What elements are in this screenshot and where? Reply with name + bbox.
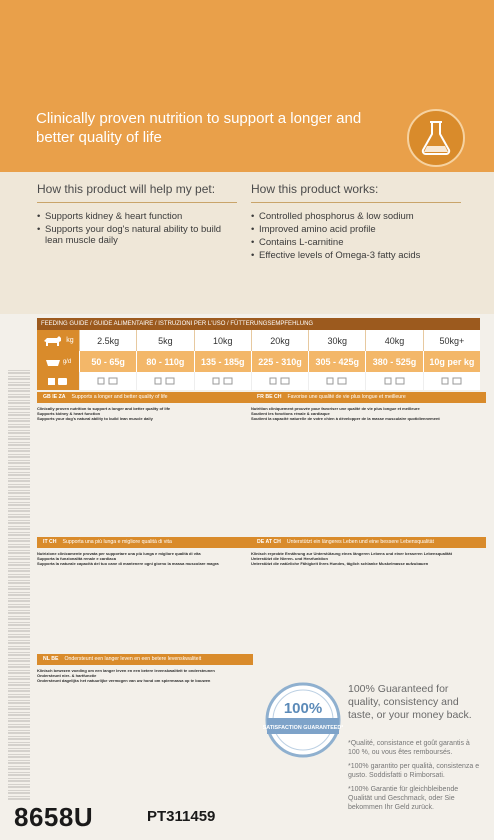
- how-item: • Effective levels of Omega-3 fatty acids: [251, 250, 461, 261]
- grams-cell: 135 - 185g: [194, 351, 251, 372]
- mixed-cell: [194, 372, 251, 390]
- section-header-fr: [251, 392, 486, 403]
- benefits-heading: How this product will help my pet:: [37, 182, 216, 196]
- how-it-works-list: [251, 211, 461, 261]
- section-bullet: Klinisch erprobte Ernährung zur Unterstützung eines längeren Lebens und einer besseren Lebensqualität: [251, 551, 452, 556]
- weight-cell: 10kg: [194, 330, 251, 351]
- section-text-de: [251, 551, 480, 661]
- section-header-de: [251, 537, 486, 548]
- how-item: • Improved amino acid profile: [251, 224, 461, 235]
- section-code: FR BE CH: [257, 394, 282, 400]
- section-code: NL BE: [43, 656, 59, 662]
- side-barcode: [8, 370, 30, 800]
- weight-unit: kg: [66, 337, 74, 344]
- benefits-panel: [0, 172, 494, 314]
- benefit-item: • Supports your dog's natural ability to build lean muscle daily: [37, 224, 237, 246]
- section-bullet: Ondersteunt dagelijks het natuurlijke vermogen van uw hond om spiermassa op te bouwen: [37, 678, 211, 683]
- benefits-list: [37, 211, 237, 246]
- section-title: Favorise une qualité de vie plus longue et meilleure: [287, 394, 406, 400]
- section-code: IT CH: [43, 539, 57, 545]
- satisfaction-seal-icon: [263, 680, 343, 760]
- section-bullet: Nutrizione clinicamente provata per supportare una più lunga e migliore qualità di vita: [37, 551, 201, 556]
- grams-cell: 10g per kg: [423, 351, 480, 372]
- section-header-it: [37, 537, 253, 548]
- section-bullet: Soutient la capacité naturelle de votre chien à développer de la masse musculaire quotidiennement: [251, 416, 440, 421]
- grams-cell: 225 - 310g: [251, 351, 308, 372]
- section-title: Supporta una più lunga e migliore qualità di vita: [62, 539, 172, 545]
- section-title: Unterstützt ein längeres Leben und eine bessere Lebensqualität: [286, 539, 435, 545]
- mixed-cell: [365, 372, 422, 390]
- pt-code: PT311459: [147, 808, 216, 825]
- how-it-works-heading: How this product works:: [251, 182, 379, 196]
- weight-cell: 5kg: [136, 330, 193, 351]
- can-icon: [37, 372, 79, 390]
- mixed-cell: [308, 372, 365, 390]
- guarantee-de: *100% Garantie für gleichbleibende Qualität und Geschmack, oder Sie bekommen Ihr Geld zurück.: [348, 786, 459, 811]
- section-bullet: Supports your dog's natural ability to build lean muscle daily: [37, 416, 153, 421]
- benefit-item: • Supports kidney & heart function: [37, 211, 237, 222]
- grams-cell: 50 - 65g: [79, 351, 136, 372]
- mixed-cell: [79, 372, 136, 390]
- divider: [251, 202, 461, 203]
- section-code: DE AT CH: [257, 539, 281, 545]
- how-item: • Controlled phosphorus & low sodium: [251, 211, 461, 222]
- bowl-icon: [37, 351, 79, 372]
- section-text-fr: [251, 406, 480, 516]
- section-bullet: Soutient les fonctions rénale & cardiaque: [251, 411, 330, 416]
- section-bullet: Unterstützt die natürliche Fähigkeit Ihres Hundes, täglich schlanke Muskelmasse aufzubauen: [251, 561, 429, 566]
- weight-cell: 20kg: [251, 330, 308, 351]
- headline: Clinically proven nutrition to support a longer and better quality of life: [36, 110, 362, 146]
- section-title: Ondersteunt een langer leven en een betere levenskwaliteit: [64, 656, 202, 662]
- section-code: GB IE ZA: [43, 394, 66, 400]
- mixed-feeding-row: [37, 372, 480, 390]
- seal-percent: 100%: [283, 700, 323, 717]
- section-bullet: Klinisch bewezen voeding om een langer leven en een betere levenskwaliteit te ondersteunen: [37, 668, 215, 673]
- guarantee-fr: *Qualité, consistance et goût garantis à 100 %, ou vous êtes remboursés.: [348, 740, 470, 756]
- section-bullet: Nutrition cliniquement prouvée pour favoriser une qualité de vie plus longue et meilleure: [251, 406, 420, 411]
- product-code: 8658U: [14, 802, 94, 832]
- section-text-nl: [37, 668, 247, 788]
- grams-cell: 80 - 110g: [136, 351, 193, 372]
- feeding-guide-header: FEEDING GUIDE / GUIDE ALIMENTAIRE / ISTRUZIONI PER L'USO / FÜTTERUNGSEMPFEHLUNG: [37, 318, 480, 330]
- seal-band: SATISFACTION GUARANTEED*: [263, 725, 343, 731]
- section-header-nl: [37, 654, 253, 665]
- section-bullet: Supporta la naturale capacità del tuo cane di mantenere ogni giorno la massa muscolare magra: [37, 561, 219, 566]
- weight-row: [37, 330, 480, 351]
- grams-unit: g/d: [62, 358, 72, 365]
- top-banner: [0, 0, 494, 172]
- weight-cell: 40kg: [365, 330, 422, 351]
- mixed-cell: [136, 372, 193, 390]
- section-text-gb: [37, 406, 247, 516]
- mixed-cell: [251, 372, 308, 390]
- section-header-gb: [37, 392, 253, 403]
- benefits-column: [37, 182, 237, 248]
- mixed-cell: [423, 372, 480, 390]
- guarantee-translations: [348, 739, 480, 817]
- flask-logo-icon: [406, 108, 466, 168]
- grams-cell: 380 - 525g: [365, 351, 422, 372]
- section-bullet: Supporta la funzionalità renale e cardiaca: [37, 556, 116, 561]
- section-bullet: Ondersteunt nier- & hartfunctie: [37, 673, 97, 678]
- dog-weight-icon: [37, 330, 79, 351]
- section-bullet: Unterstützt die Nieren- und Herzfunktion: [251, 556, 328, 561]
- guarantee-text: 100% Guaranteed for quality, consistency and taste, or your money back.: [348, 683, 472, 721]
- grams-cell: 305 - 425g: [308, 351, 365, 372]
- divider: [37, 202, 237, 203]
- weight-cell: 30kg: [308, 330, 365, 351]
- section-text-it: [37, 551, 247, 651]
- grams-row: [37, 351, 480, 372]
- section-title: Supports a longer and better quality of life: [71, 394, 168, 400]
- how-it-works-column: [251, 182, 461, 263]
- section-bullet: Supports kidney & heart function: [37, 411, 101, 416]
- weight-cell: 2.5kg: [79, 330, 136, 351]
- guarantee-it: *100% garantito per qualità, consistenza e gusto. Soddisfatti o Rimborsati.: [348, 763, 480, 779]
- feeding-guide: [37, 318, 480, 390]
- how-item: • Contains L-carnitine: [251, 237, 461, 248]
- section-bullet: Clinically proven nutrition to support a longer and better quality of life: [37, 406, 171, 411]
- weight-cell: 50kg+: [423, 330, 480, 351]
